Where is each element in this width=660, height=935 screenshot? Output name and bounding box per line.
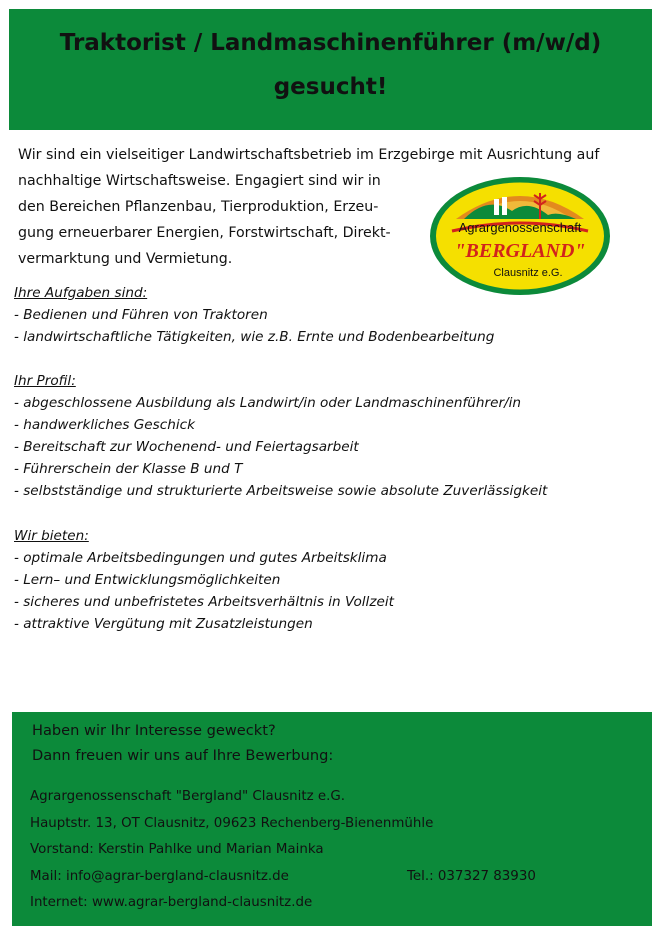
- section-bieten: [14, 525, 394, 635]
- list-item: - handwerkliches Geschick: [14, 417, 195, 433]
- list-item: - sicheres und unbefristetes Arbeitsverhältnis in Vollzeit: [14, 594, 394, 610]
- list-item: - optimale Arbeitsbedingungen und gutes Arbeitsklima: [14, 550, 387, 566]
- mail-row: [30, 864, 630, 891]
- list-item: - Führerschein der Klasse B und T: [14, 461, 243, 477]
- list-item: - Lern– und Entwicklungsmöglichkeiten: [14, 572, 281, 588]
- list-item: - Bedienen und Führen von Traktoren: [14, 307, 268, 323]
- intro-line-3: den Bereichen Pflanzenbau, Tierproduktion, Erzeu-: [18, 199, 379, 215]
- cta-line-1: Haben wir Ihr Interesse geweckt?: [32, 722, 276, 739]
- profil-heading: Ihr Profil:: [14, 373, 76, 389]
- title-banner: [9, 9, 652, 130]
- bieten-list: [14, 547, 394, 635]
- contact-details: [30, 784, 630, 917]
- intro-line-5: vermarktung und Vermietung.: [18, 251, 233, 267]
- board: Vorstand: Kerstin Pahlke und Marian Mainka: [30, 842, 324, 858]
- mail-link[interactable]: Mail: info@agrar-bergland-clausnitz.de: [30, 868, 289, 884]
- list-item: - attraktive Vergütung mit Zusatzleistungen: [14, 616, 313, 632]
- aufgaben-list: [14, 304, 494, 348]
- aufgaben-heading: Ihre Aufgaben sind:: [14, 285, 148, 301]
- profil-list: [14, 392, 547, 502]
- title-line-1: Traktorist / Landmaschinenführer (m/w/d): [59, 30, 602, 56]
- address: Hauptstr. 13, OT Clausnitz, 09623 Rechenberg-Bienenmühle: [30, 815, 434, 831]
- page-title: [9, 9, 652, 109]
- company-logo: [428, 175, 612, 297]
- logo-name: "BERGLAND": [454, 240, 586, 262]
- logo-sub-text: Clausnitz e.G.: [493, 267, 563, 279]
- title-line-2: gesucht!: [273, 74, 388, 100]
- bieten-heading: Wir bieten:: [14, 528, 89, 544]
- cta-line-2: Dann freuen wir uns auf Ihre Bewerbung:: [32, 747, 334, 764]
- intro-line-1: Wir sind ein vielseitiger Landwirtschaftsbetrieb im Erzgebirge mit Ausrichtung auf: [18, 147, 600, 163]
- section-profil: [14, 370, 547, 502]
- list-item: - landwirtschaftliche Tätigkeiten, wie z.B. Ernte und Bodenbearbeitung: [14, 329, 495, 345]
- phone-number[interactable]: Tel.: 037327 83930: [407, 868, 536, 884]
- intro-line-4: gung erneuerbarer Energien, Forstwirtschaft, Direkt-: [18, 225, 391, 241]
- list-item: - abgeschlossene Ausbildung als Landwirt/in oder Landmaschinenführer/in: [14, 395, 522, 411]
- section-aufgaben: [14, 282, 494, 348]
- contact-footer: [12, 712, 652, 926]
- logo-top-text: Agrargenossenschaft: [458, 220, 582, 235]
- intro-line-2: nachhaltige Wirtschaftsweise. Engagiert sind wir in: [18, 173, 381, 189]
- list-item: - selbstständige und strukturierte Arbeitsweise sowie absolute Zuverlässigkeit: [14, 483, 548, 499]
- company-name: Agrargenossenschaft "Bergland" Clausnitz e.G.: [30, 789, 346, 804]
- call-to-action: [32, 718, 333, 768]
- internet-link[interactable]: Internet: www.agrar-bergland-clausnitz.de: [30, 895, 313, 911]
- list-item: - Bereitschaft zur Wochenend- und Feiertagsarbeit: [14, 439, 359, 455]
